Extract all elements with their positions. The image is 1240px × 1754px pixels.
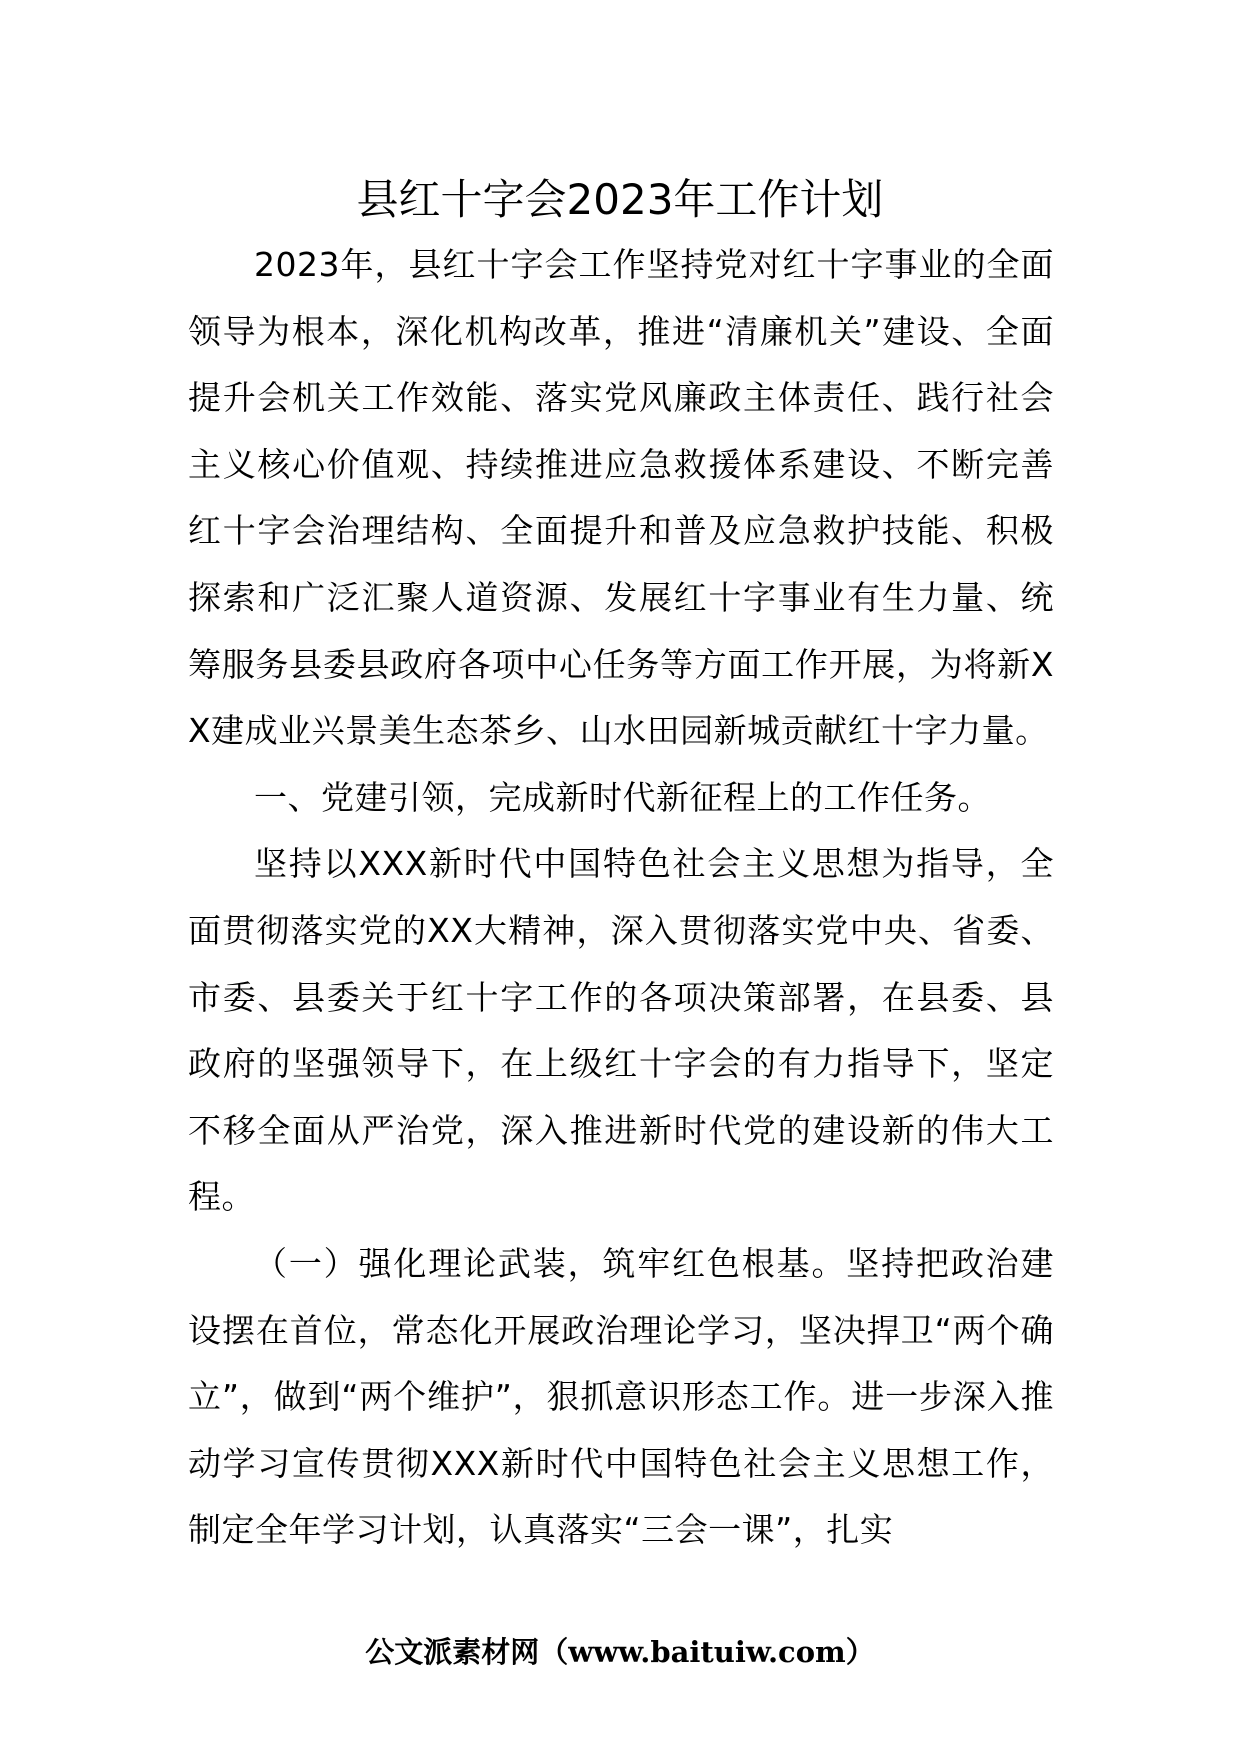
document-body — [188, 232, 1054, 1564]
paragraph-section-1: 坚持以XXX新时代中国特色社会主义思想为指导，全面贯彻落实党的XX大精神，深入贯彻落实党中央、省委、市委、县委关于红十字工作的各项决策部署，在县委、县政府的坚强领导下，在上级红十字会的有力指导下，坚定不移全面从严治党，深入推进新时代党的建设新的伟大工程。 — [188, 844, 1054, 1217]
section-heading-1: 一、党建引领，完成新时代新征程上的工作任务。 — [254, 777, 991, 817]
footer-watermark: 公文派素材网（www.baituiw.com） — [365, 1635, 875, 1669]
document-title: 县红十字会2023年工作计划 — [356, 175, 884, 224]
paragraph-subsection-1: （一）强化理论武装，筑牢红色根基。坚持把政治建设摆在首位，常态化开展政治理论学习，坚决捍卫“两个确立”，做到“两个维护”，狠抓意识形态工作。进一步深入推动学习宣传贯彻XXX新时代中国特色社会主义思想工作，制定全年学习计划，认真落实“三会一课”，扎实 — [188, 1243, 1054, 1550]
paragraph-intro: 2023年，县红十字会工作坚持党对红十字事业的全面领导为根本，深化机构改革，推进“清廉机关”建设、全面提升会机关工作效能、落实党风廉政主体责任、践行社会主义核心价值观、持续推进应急救援体系建设、不断完善红十字会治理结构、全面提升和普及应急救护技能、积极探索和广泛汇聚人道资源、发展红十字事业有生力量、统筹服务县委县政府各项中心任务等方面工作开展，为将新XX建成业兴景美生态茶乡、山水田园新城贡献红十字力量。 — [188, 245, 1054, 751]
